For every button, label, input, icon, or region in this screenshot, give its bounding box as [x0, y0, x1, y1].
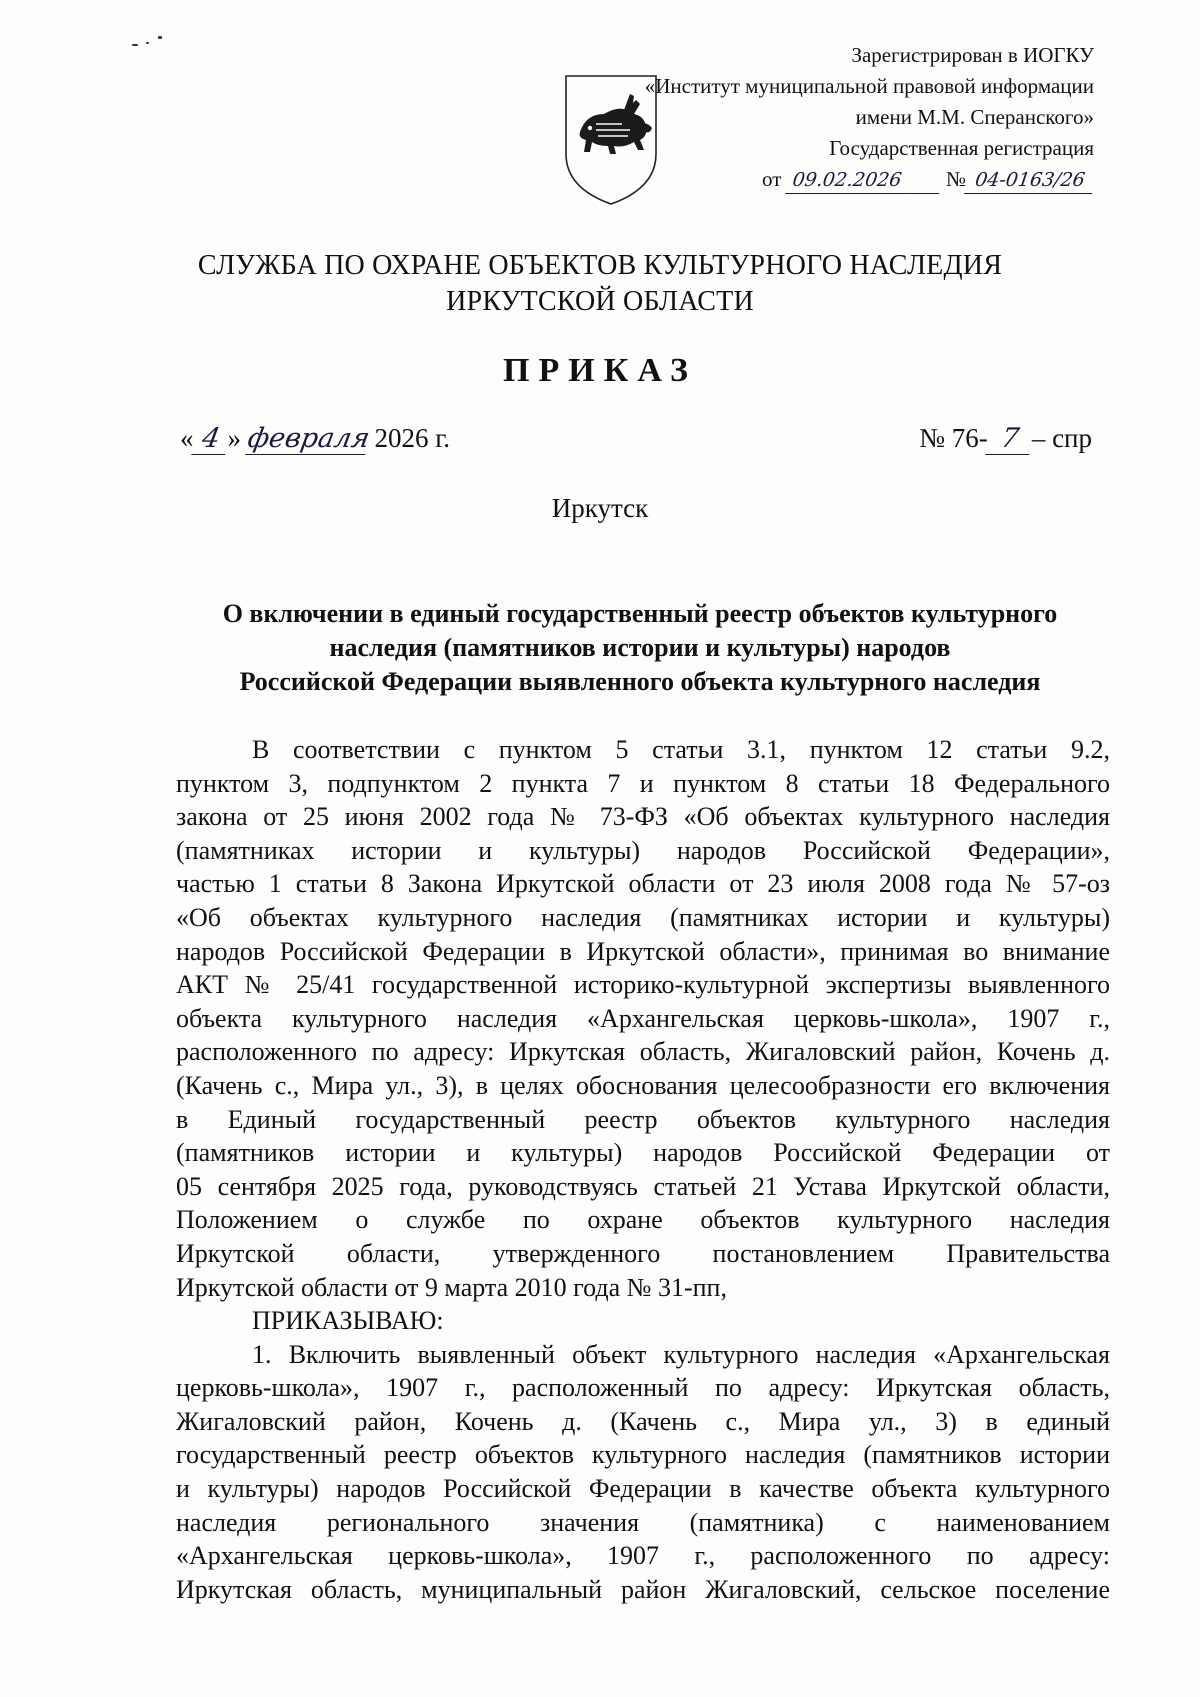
registration-underline — [905, 167, 943, 194]
organization-name — [0, 248, 1200, 320]
open-quote: « — [180, 423, 194, 453]
order-number-handwritten: 7 — [985, 423, 1035, 455]
registration-line-4: Государственная регистрация — [829, 136, 1094, 160]
body-line: пунктом 3, подпунктом 2 пункта 7 и пунктом 8 статьи 18 Федерального — [176, 768, 1110, 798]
scan-speck — [146, 42, 149, 44]
order-directive: ПРИКАЗЫВАЮ: — [252, 1306, 444, 1336]
body-line: Иркутская область, муниципальный район Жигаловский, сельское поселение — [176, 1574, 1110, 1604]
order-subject — [170, 597, 1110, 699]
body-line: объекта культурного наследия «Архангельская церковь-школа», 1907 г., — [176, 1003, 1110, 1033]
registration-line-2: «Институт муниципальной правовой информации — [644, 74, 1094, 98]
organization-line-2: ИРКУТСКОЙ ОБЛАСТИ — [446, 286, 754, 317]
body-line: «Архангельская церковь-школа», 1907 г., расположенного по адресу: — [176, 1541, 1110, 1571]
order-number — [919, 423, 1092, 455]
body-line: наследия регионального значения (памятника) с наименованием — [176, 1507, 1110, 1537]
body-line: Жигаловский район, Кочень д. (Качень с., Мира ул., 3) в единый — [176, 1406, 1110, 1436]
order-number-suffix: – спр — [1031, 423, 1092, 453]
body-line: в Единый государственный реестр объектов культурного наследия — [176, 1104, 1110, 1134]
body-line: (памятников истории и культуры) народов Российской Федерации от — [176, 1138, 1110, 1168]
registration-number: 04-0163/26 — [964, 167, 1096, 194]
body-line: 1. Включить выявленный объект культурного наследия «Архангельская — [252, 1339, 1110, 1369]
body-line: Иркутской области от 9 марта 2010 года № 31-пп, — [176, 1272, 727, 1302]
order-year: 2026 г. — [374, 423, 451, 453]
body-line: и культуры) народов Российской Федерации в качестве объекта культурного — [176, 1474, 1110, 1504]
body-line: закона от 25 июня 2002 года № 73-ФЗ «Об объектах культурного наследия — [176, 802, 1110, 832]
body-line: (памятниках истории и культуры) народов Российской Федерации», — [176, 835, 1110, 865]
order-date — [180, 423, 450, 455]
body-line: АКТ № 25/41 государственной историко-культурной экспертизы выявленного — [176, 970, 1110, 1000]
subject-line-1: О включении в единый государственный реестр объектов культурного — [222, 599, 1058, 628]
registration-from-label: от — [762, 167, 782, 191]
body-line: частью 1 статьи 8 Закона Иркутской области от 23 июля 2008 года № 57-оз — [176, 869, 1110, 899]
body-line: народов Российской Федерации в Иркутской области», принимая во внимание — [176, 936, 1110, 966]
scan-speck — [132, 44, 138, 46]
scan-speck — [158, 36, 162, 39]
subject-line-2: наследия (памятников истории и культуры) народов — [329, 633, 951, 662]
registration-line-1: Зарегистрирован в ИОГКУ — [851, 43, 1094, 67]
order-day: 4 — [191, 423, 231, 455]
organization-line-1: СЛУЖБА ПО ОХРАНЕ ОБЪЕКТОВ КУЛЬТУРНОГО НАСЛЕДИЯ — [197, 250, 1003, 281]
order-month: февраля — [245, 423, 372, 454]
body-line: «Об объектах культурного наследия (памятниках истории и культуры) — [176, 902, 1110, 932]
body-line: В соответствии с пунктом 5 статьи 3.1, пунктом 12 статьи 9.2, — [252, 735, 1110, 764]
order-body — [176, 733, 1110, 1606]
body-line: Иркутской области, утвержденного постановлением Правительства — [176, 1238, 1110, 1268]
registration-number-label: № — [945, 167, 966, 191]
order-number-prefix: № 76- — [919, 423, 988, 453]
document-title: ПРИКАЗ — [503, 352, 697, 389]
body-line: расположенного по адресу: Иркутская область, Жигаловский район, Кочень д. — [176, 1037, 1110, 1067]
registration-stamp — [614, 40, 1094, 195]
body-line: государственный реестр объектов культурного наследия (памятников истории — [176, 1440, 1110, 1470]
close-quote: » — [227, 423, 241, 453]
body-line: Положением о службе по охране объектов культурного наследия — [176, 1205, 1110, 1235]
body-line: (Качень с., Мира ул., 3), в целях обоснования целесообразности его включения — [176, 1070, 1110, 1100]
registration-line-3: имени М.М. Сперанского» — [855, 105, 1094, 129]
subject-line-3: Российской Федерации выявленного объекта культурного наследия — [239, 667, 1041, 696]
registration-date-number — [614, 164, 1094, 195]
body-line: церковь-школа», 1907 г., расположенный по адресу: Иркутская область, — [176, 1373, 1110, 1403]
body-line: 05 сентября 2025 года, руководствуясь статьей 21 Устава Иркутской области, — [176, 1171, 1110, 1201]
order-city: Иркутск — [551, 493, 649, 523]
registration-date: 09.02.2026 — [785, 167, 909, 194]
